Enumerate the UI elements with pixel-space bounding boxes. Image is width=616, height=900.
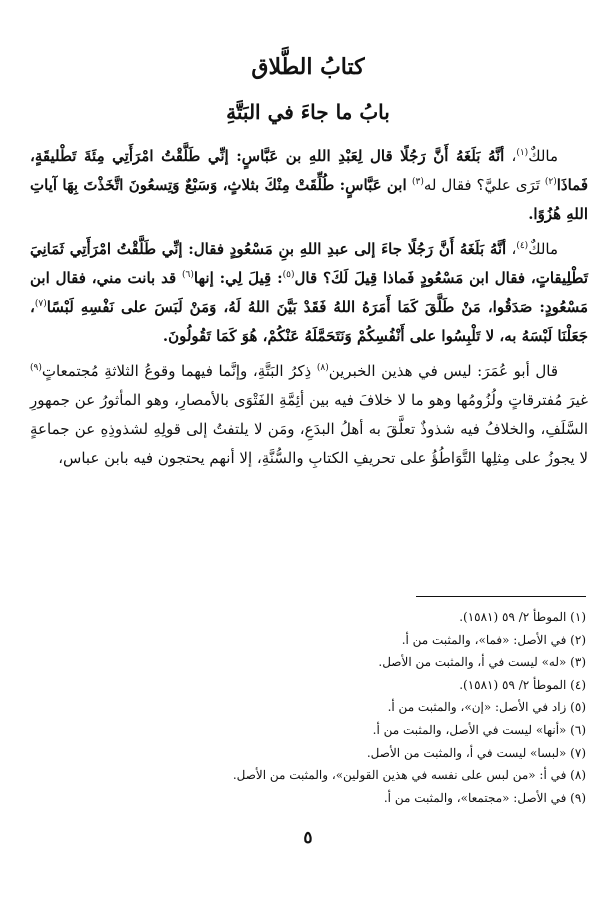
main-text <box>30 142 588 479</box>
footnote-item: (٨) في أ: «من لبس على نفسه في هذين القولين»، والمثبت من الأصل. <box>232 768 586 783</box>
text-segment: ابن عَبَّاسٍ: طُلِّقَتْ مِنْكَ بثلاثٍ، وَسَبْعٌ وَتِسعُونَ اتَّخَذْتَ بِهَا آياتِ اللهِ هُزُوًا. <box>30 176 588 223</box>
text-segment: أنَّهُ بَلَغَهُ أَنَّ رَجُلًا قال لِعَبْدِ اللهِ بن عَبَّاسٍ: إنِّي طَلَّقْتُ امْرَأَتِي مِئَةَ تَطْليقَةٍ، فَماذَا <box>30 147 588 194</box>
paragraph <box>30 235 588 351</box>
chapter-title: بابُ ما جاءَ في البَتَّةِ <box>226 100 390 124</box>
text-segment: مالكٌ <box>528 147 559 165</box>
text-segment: ، <box>504 147 517 165</box>
footnote-item: (٧) «لبسا» ليست في أ، والمثبت من الأصل. <box>366 745 586 760</box>
footnote-marker: (٤) <box>516 241 529 251</box>
footnote-marker: (١) <box>516 148 529 158</box>
footnote-marker: (٥) <box>282 270 295 280</box>
text-segment: ، <box>506 240 517 258</box>
footnote-item: (٦) «أنها» ليست في الأصل، والمثبت من أ. <box>372 722 586 737</box>
text-segment: أنَّهُ بَلَغَهُ أَنَّ رَجُلًا جاءَ إلى عبدِ اللهِ بنِ مَسْعُودٍ فقال: إنِّي طَلَّقْتُ امْرَأَتِي ثَمَانِيَ تَطْلِيقاتٍ، فقال ابن مَسْعُودٍ فَماذا قِيلَ لَكَ؟ قال <box>30 240 588 287</box>
text-segment: : قِيلَ لِي: إنها <box>193 269 283 287</box>
footnote-marker: (٦) <box>182 270 194 280</box>
text-segment: ذِكرُ البَتَّةِ، وإنَّما فيهما وقوعُ الثلاثةِ مُجتمعاتٍ <box>41 362 317 380</box>
text-segment: ، جَعَلْنَا لَبْسَهُ به، لا تَلْبِسُوا على أَنْفُسِكُمْ وَنَتَحَمَّلَهُ عَنْكُمْ، هُوَ كَمَا تَقُولُونَ. <box>30 298 588 345</box>
book-title: كتابُ الطَّلاق <box>251 54 365 80</box>
text-segment: غيرَ مُفترقاتٍ ولُزُومُها وهو ما لا خلافَ فيه بين أئِمَّةِ الفَتْوَى بالأمصارِ، وهو المأثورُ عن جمهورِ السَّلَفِ، والخلافُ فيه شذوذٌ تعلَّقَ به أهلُ البدَعِ، ومَن لا يلتفتُ إلى قولِهِ لشذوذِهِ عن جماعةٍ لا يجوزُ على مِثلِها التَّوَاطُؤُ على تحريفِ الكتابِ والسُّنَّةِ، إلا أنهم يحتجون فيه بابن عباس، <box>30 391 588 467</box>
footnote-item: (٣) «له» ليست في أ، والمثبت من الأصل. <box>378 655 586 670</box>
paragraph <box>30 357 588 473</box>
footnote-separator <box>416 596 586 597</box>
footnotes-list <box>30 606 586 809</box>
text-segment: تَرَى عليَّ؟ فقال له <box>423 176 545 194</box>
footnote-marker: (٨) <box>316 363 329 373</box>
footnote-marker: (٧) <box>34 299 47 309</box>
text-segment: قد بانت مني، فقال ابن مَسْعُودٍ: صَدَقُوا، مَنْ طَلَّقَ كَمَا أَمَرَهُ اللهُ فَقَدْ بَيَّنَ اللهُ لَهُ، وَمَنْ لَبَسَ على نَفْسِهِ لَبْسًا <box>30 269 588 316</box>
footnote-item: (٥) زاد في الأصل: «إن»، والمثبت من أ. <box>387 700 586 715</box>
text-segment: مالكٌ <box>528 240 559 258</box>
footnote-marker: (٣) <box>412 177 424 187</box>
footnote-marker: (٩) <box>30 363 42 373</box>
footnote-item: (٩) في الأصل: «مجتمعا»، والمثبت من أ. <box>383 790 586 805</box>
footnote-item: (١) الموطأ ٢/ ٥٩ (١٥٨١). <box>459 610 586 624</box>
footnote-item: (٤) الموطأ ٢/ ٥٩ (١٥٨١). <box>459 677 586 692</box>
paragraph <box>30 142 588 229</box>
footnote-item: (٢) في الأصل: «فما»، والمثبت من أ. <box>401 632 586 647</box>
text-segment: قال أبو عُمَرَ: ليس في هذين الخبرين <box>328 362 558 380</box>
page-number: ٥ <box>303 828 313 848</box>
footnote-marker: (٢) <box>544 177 557 187</box>
